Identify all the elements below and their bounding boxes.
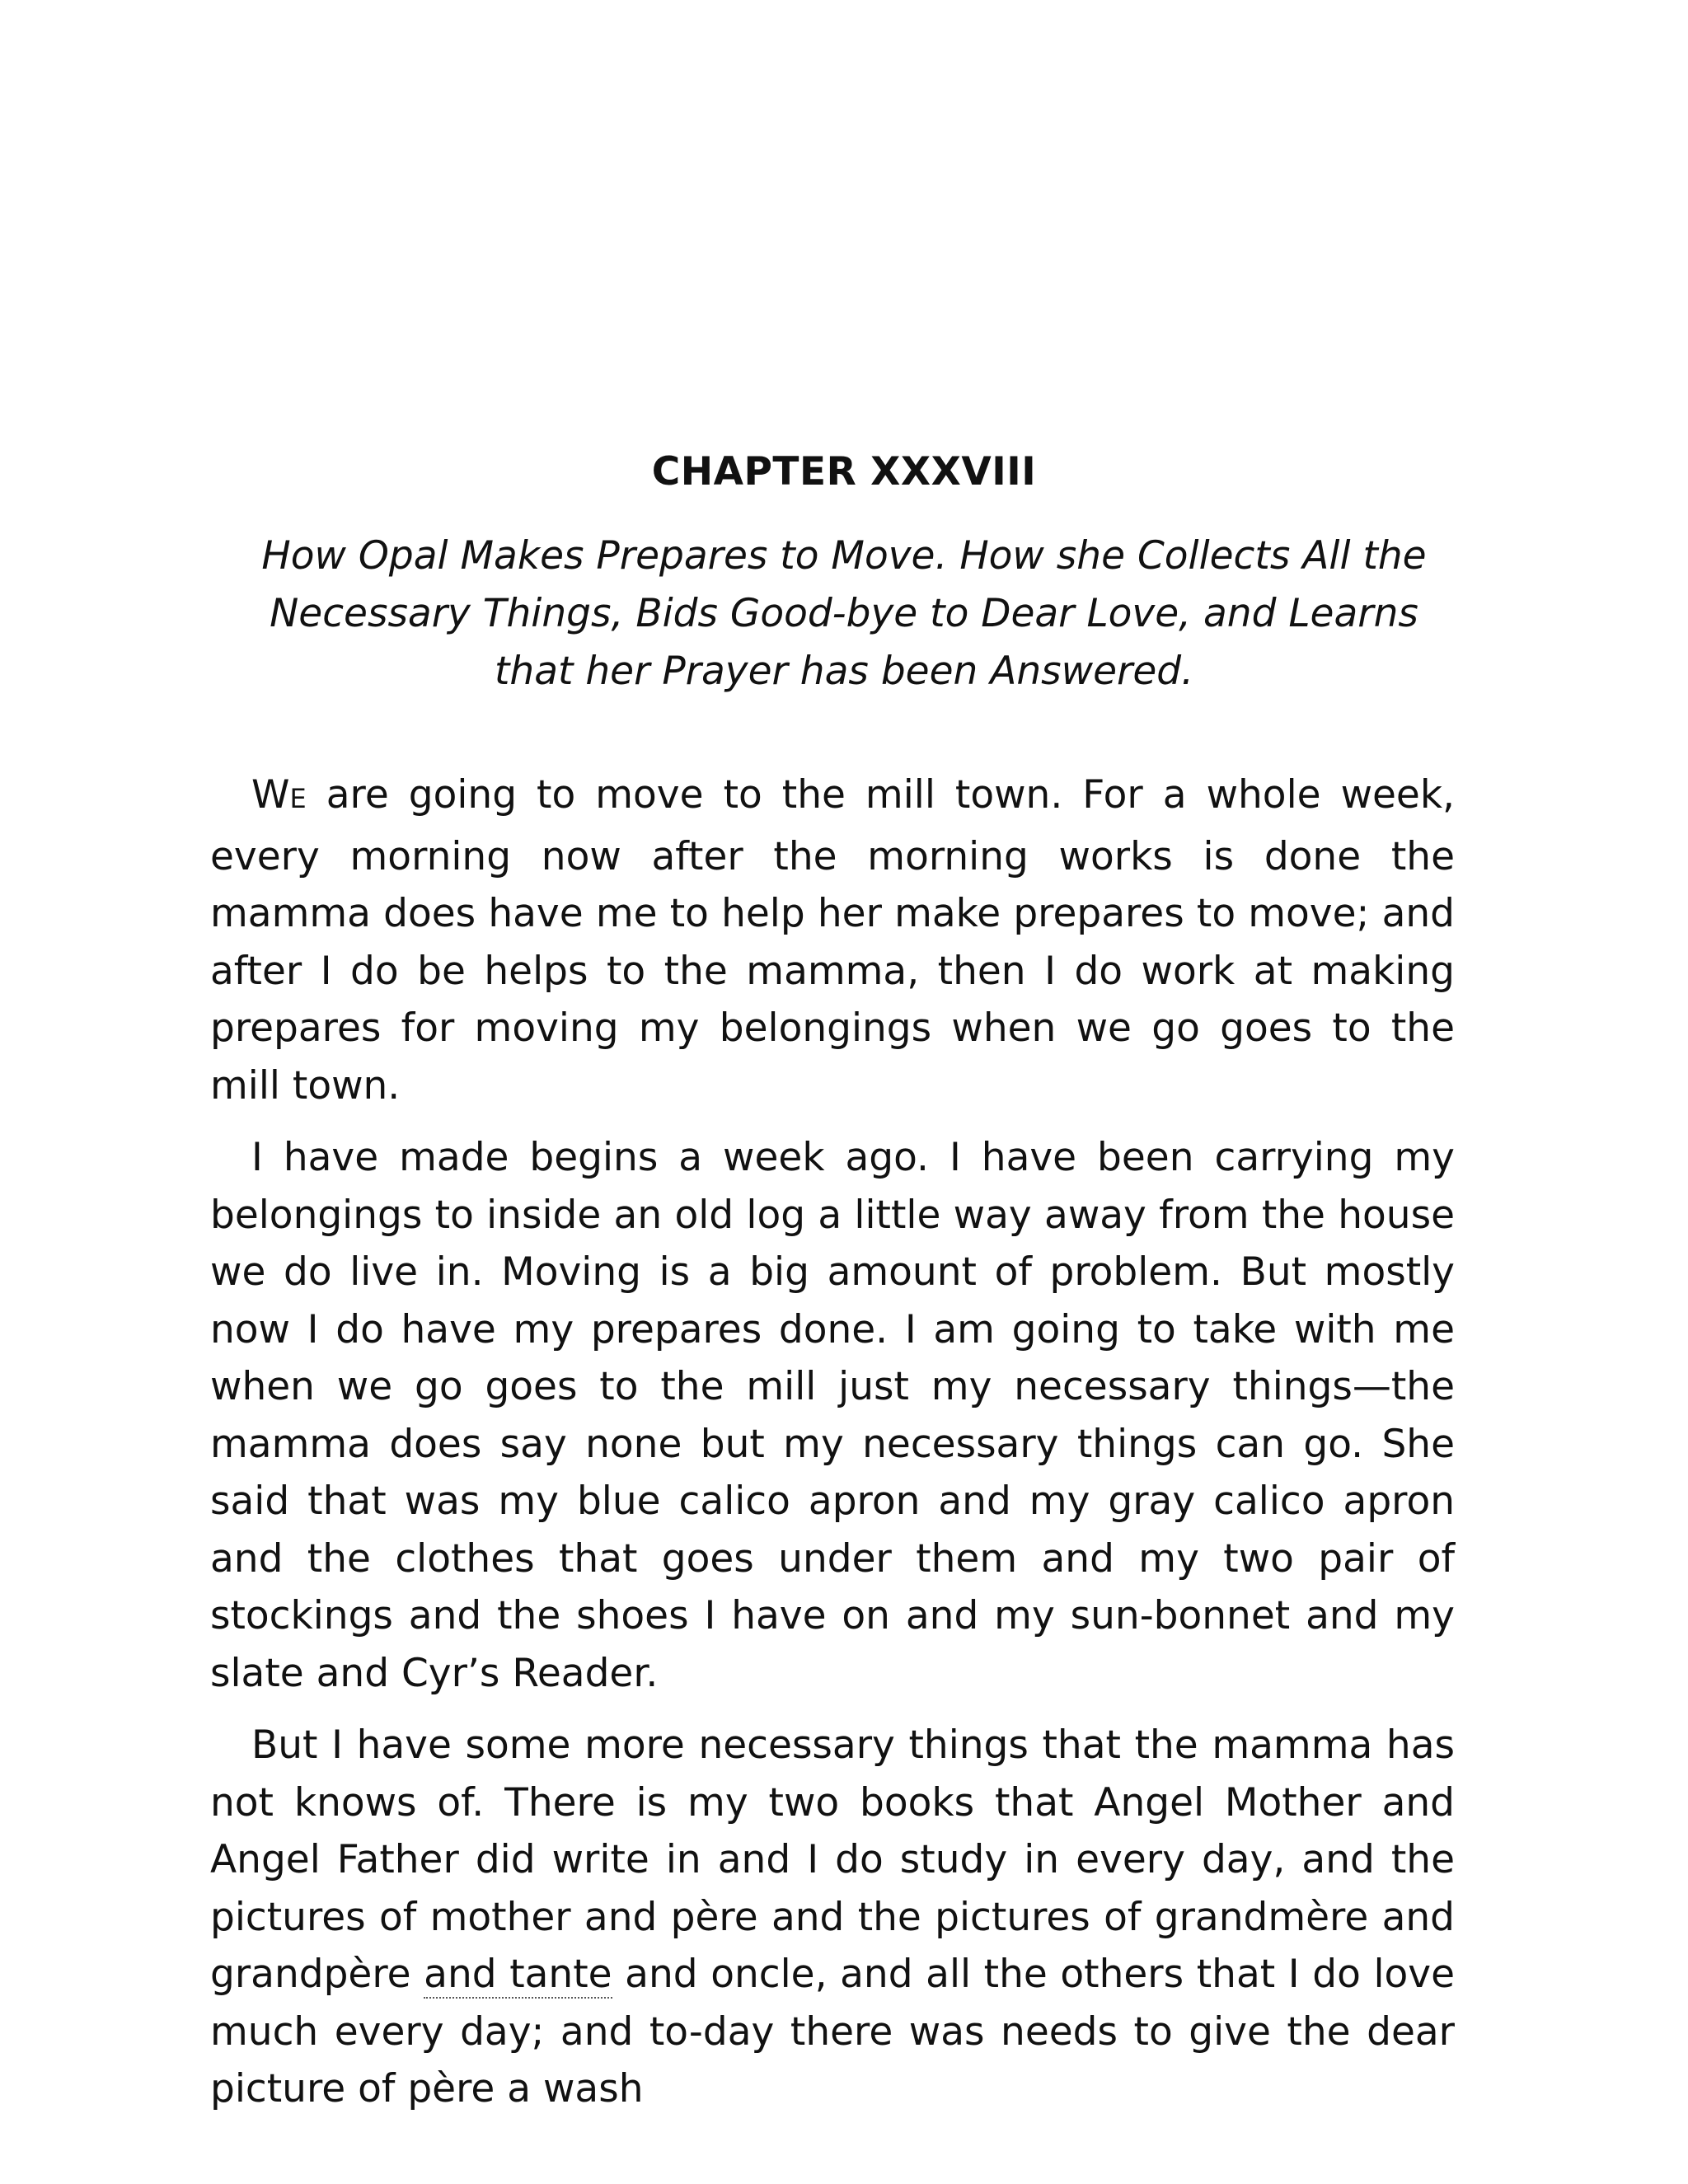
opening-initial: W xyxy=(251,772,290,818)
chapter-body xyxy=(210,766,1455,2133)
paragraph-3-text-before: But I have some more necessary things that the mamma has not knows of. There is my two books that Angel Mother and Angel Father did write in and I do study in every day, and the pictures of mother and père and the pictures of grandmère and grandpère xyxy=(210,1722,1455,1997)
chapter-title: CHAPTER XXXVIII xyxy=(651,449,1037,494)
paragraph-1-text: are going to move to the mill town. For a whole week, every morning now after the morning works is done the mamma does have me to help her make prepares to move; and after I do be helps to the mamma, then I do work at making prepares for moving my belongings when we go goes to the mill town. xyxy=(210,772,1455,1108)
annotated-phrase[interactable]: and tante xyxy=(424,1952,612,1997)
paragraph-3 xyxy=(210,1717,1455,2118)
paragraph-1 xyxy=(210,766,1455,1114)
paragraph-3-text-after: and oncle, and all the others that I do love much every day; and to-day there was needs to give the dear picture of père a wash xyxy=(210,1952,1456,2111)
chapter-summary: How Opal Makes Prepares to Move. How she Collects All the Necessary Things, Bids Good-bye to Dear Love, and Learns that her Prayer has been Answered. xyxy=(261,533,1427,694)
opening-small-caps: E xyxy=(289,783,307,814)
paragraph-2: I have made begins a week ago. I have been carrying my belongings to inside an old log a little way away from the house we do live in. Moving is a big amount of problem. But mostly now I do have my prepares done. I am going to take with me when we go goes to the mill just my necessary things—the mamma does say none but my necessary things can go. She said that was my blue calico apron and my gray calico apron and the clothes that goes under them and my two pair of stockings and the shoes I have on and my sun-bonnet and my slate and Cyr’s Reader. xyxy=(210,1135,1455,1696)
